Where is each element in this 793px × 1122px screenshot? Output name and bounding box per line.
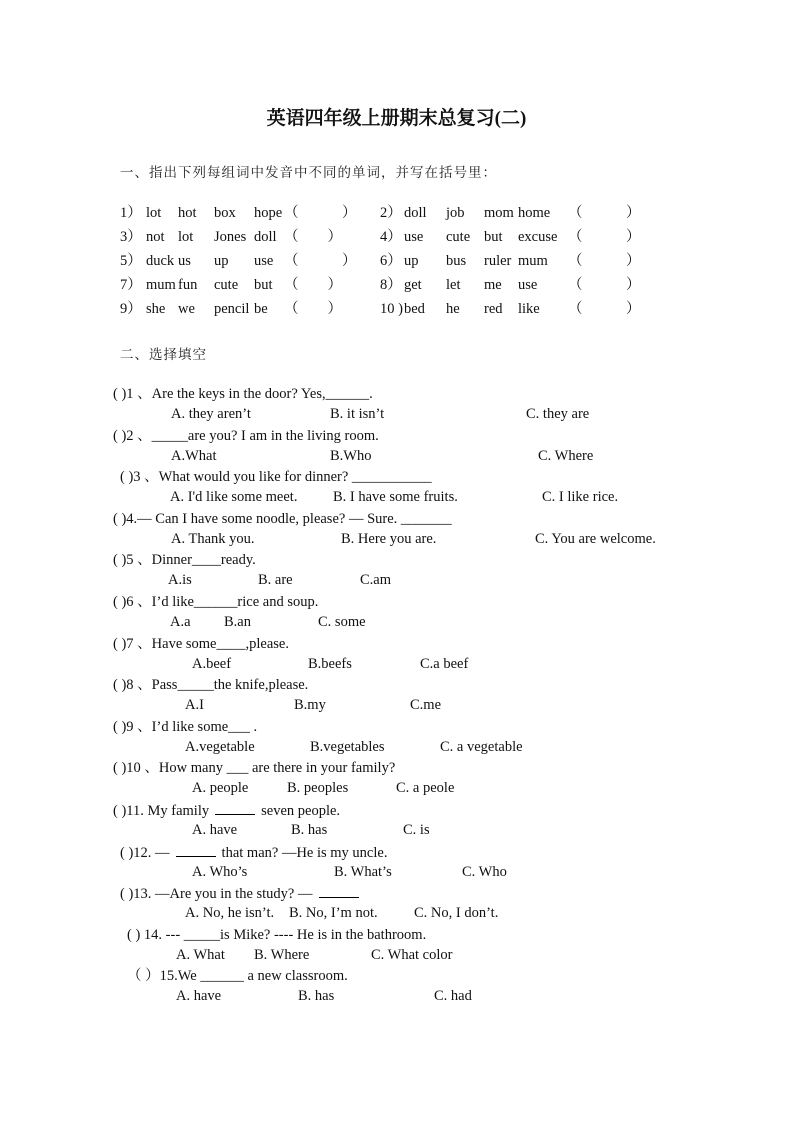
question-line — [113, 675, 308, 695]
question-text: ( )7 、Have some____,please. — [113, 636, 289, 652]
word: bus — [446, 253, 467, 269]
word: like — [518, 301, 540, 317]
option-a: A. What — [176, 947, 225, 963]
question-text: ( )9 、I’d like some___ . — [113, 719, 258, 735]
answer-blank[interactable]: （ ） — [284, 205, 357, 221]
question-text: ( )10 、How many ___ are there in your family? — [113, 760, 396, 776]
option-a: A. they aren’t — [171, 406, 251, 422]
word: not — [146, 229, 165, 245]
option-c: C.am — [360, 572, 392, 588]
answer-underline[interactable] — [176, 842, 216, 857]
word: use — [254, 253, 274, 269]
question-line — [113, 634, 289, 654]
option-a: A.I — [185, 697, 204, 713]
option-c: C. Who — [462, 864, 507, 880]
question-line — [113, 758, 395, 778]
word: mom — [484, 205, 514, 221]
question-text-tail: seven people. — [261, 803, 341, 819]
word: get — [404, 277, 422, 293]
question-line — [113, 426, 379, 446]
option-c: C. Where — [538, 448, 594, 464]
option-b: B.my — [294, 697, 326, 713]
option-c: C.a beef — [420, 656, 469, 672]
word: bed — [404, 301, 425, 317]
question-line — [120, 883, 365, 903]
option-c: C. is — [403, 822, 430, 838]
option-c: C. a vegetable — [440, 739, 523, 755]
option-c: C. had — [434, 988, 472, 1004]
option-a: A.a — [170, 614, 191, 630]
question-text: ( )1 、Are the keys in the door? Yes,______. — [113, 386, 373, 402]
word: excuse — [518, 229, 558, 245]
option-b: B. it isn’t — [330, 406, 385, 422]
option-b: B.an — [224, 614, 251, 630]
word: be — [254, 301, 268, 317]
question-line — [127, 925, 426, 945]
option-a: A. have — [176, 988, 222, 1004]
option-a: A. I'd like some meet. — [170, 489, 298, 505]
answer-blank[interactable]: （ ） — [568, 277, 641, 293]
option-c: C. some — [318, 614, 366, 630]
question-text: （ ）15.We ______ a new classroom. — [127, 968, 348, 984]
word: pencil — [214, 301, 250, 317]
item-number: 10 ) — [380, 301, 403, 317]
word: hope — [254, 205, 283, 221]
answer-blank[interactable]: （ ） — [284, 301, 342, 317]
answer-blank[interactable]: （ ） — [284, 277, 342, 293]
word: she — [146, 301, 166, 317]
question-text: ( )11. My family — [113, 803, 210, 819]
word: us — [178, 253, 191, 269]
word: doll — [254, 229, 277, 245]
option-a: A. people — [192, 780, 249, 796]
word: mum — [518, 253, 548, 269]
word: mum — [146, 277, 176, 293]
question-line — [113, 384, 373, 404]
section2-heading: 二、选择填空 — [120, 347, 207, 363]
question-text: ( )5 、Dinner____ready. — [113, 552, 256, 568]
option-b: B.beefs — [308, 656, 352, 672]
answer-blank[interactable]: （ ） — [568, 301, 641, 317]
option-c: C. a peole — [396, 780, 455, 796]
question-text: ( )8 、Pass_____the knife,please. — [113, 677, 309, 693]
word: me — [484, 277, 502, 293]
question-text: ( )6 、I’d like______rice and soup. — [113, 594, 319, 610]
word: use — [404, 229, 424, 245]
option-b: B. I have some fruits. — [333, 489, 458, 505]
option-b: B.vegetables — [310, 739, 385, 755]
question-text-tail: that man? —He is my uncle. — [221, 845, 388, 861]
option-c: C. What color — [371, 947, 453, 963]
option-a: A.beef — [192, 656, 232, 672]
item-number: 1） — [120, 205, 142, 221]
word: use — [518, 277, 538, 293]
word: fun — [178, 277, 198, 293]
question-line — [120, 467, 432, 487]
item-number: 3） — [120, 229, 142, 245]
item-number: 9） — [120, 301, 142, 317]
word: lot — [178, 229, 194, 245]
page-title: 英语四年级上册期末总复习(二) — [266, 108, 527, 129]
item-number: 6） — [380, 253, 402, 269]
word: but — [484, 229, 503, 245]
word: cute — [446, 229, 471, 245]
option-b: B. has — [298, 988, 335, 1004]
option-b: B. has — [291, 822, 328, 838]
answer-blank[interactable]: （ ） — [568, 205, 641, 221]
word: duck — [146, 253, 175, 269]
word: doll — [404, 205, 427, 221]
option-b: B.Who — [330, 448, 372, 464]
word: red — [484, 301, 503, 317]
answer-blank[interactable]: （ ） — [568, 253, 641, 269]
option-a: A. No, he isn’t. — [185, 905, 275, 921]
question-line — [113, 717, 257, 737]
section1-heading: 一、指出下列每组词中发音中不同的单词，并写在括号里： — [120, 165, 497, 181]
answer-underline[interactable] — [319, 883, 359, 898]
question-line — [127, 966, 348, 986]
option-a: A. Who’s — [192, 864, 248, 880]
question-line — [113, 509, 452, 529]
word: home — [518, 205, 551, 221]
question-line — [113, 800, 340, 820]
word: he — [446, 301, 460, 317]
option-b: B. peoples — [287, 780, 349, 796]
answer-blank[interactable]: （ ） — [284, 229, 342, 245]
question-line — [120, 842, 387, 862]
word: we — [178, 301, 195, 317]
question-line — [113, 592, 318, 612]
option-a: A. have — [192, 822, 238, 838]
option-a: A.What — [171, 448, 217, 464]
question-text: ( ) 14. --- _____is Mike? ---- He is in the bathroom. — [127, 927, 427, 943]
word: hot — [178, 205, 197, 221]
word: Jones — [214, 229, 247, 245]
word: lot — [146, 205, 162, 221]
item-number: 8） — [380, 277, 402, 293]
option-b: B. What’s — [334, 864, 392, 880]
question-text: ( )2 、_____are you? I am in the living room. — [113, 428, 379, 444]
question-line — [113, 550, 256, 570]
option-a: A. Thank you. — [171, 531, 255, 547]
item-number: 5） — [120, 253, 142, 269]
item-number: 2） — [380, 205, 402, 221]
option-a: A.vegetable — [185, 739, 255, 755]
option-c: C.me — [410, 697, 442, 713]
word: cute — [214, 277, 239, 293]
question-text: ( )4.— Can I have some noodle, please? — Sure. _______ — [113, 511, 452, 527]
item-number: 4） — [380, 229, 402, 245]
option-a: A.is — [168, 572, 192, 588]
option-b: B. Where — [254, 947, 310, 963]
item-number: 7） — [120, 277, 142, 293]
option-b: B. No, I’m not. — [289, 905, 378, 921]
option-b: B. Here you are. — [341, 531, 437, 547]
question-text: ( )3 、What would you like for dinner? ___________ — [120, 469, 432, 485]
question-text: ( )13. —Are you in the study? — — [120, 886, 313, 902]
option-c: C. they are — [526, 406, 590, 422]
answer-underline[interactable] — [215, 800, 255, 815]
word: box — [214, 205, 236, 221]
option-c: C. I like rice. — [542, 489, 619, 505]
word: job — [446, 205, 465, 221]
word: up — [214, 253, 229, 269]
word: ruler — [484, 253, 512, 269]
word: but — [254, 277, 273, 293]
word: up — [404, 253, 419, 269]
word: let — [446, 277, 461, 293]
question-text: ( )12. — — [120, 845, 170, 861]
answer-blank[interactable]: （ ） — [284, 253, 357, 269]
option-c: C. No, I don’t. — [414, 905, 499, 921]
answer-blank[interactable]: （ ） — [568, 229, 641, 245]
option-c: C. You are welcome. — [535, 531, 656, 547]
option-b: B. are — [258, 572, 293, 588]
